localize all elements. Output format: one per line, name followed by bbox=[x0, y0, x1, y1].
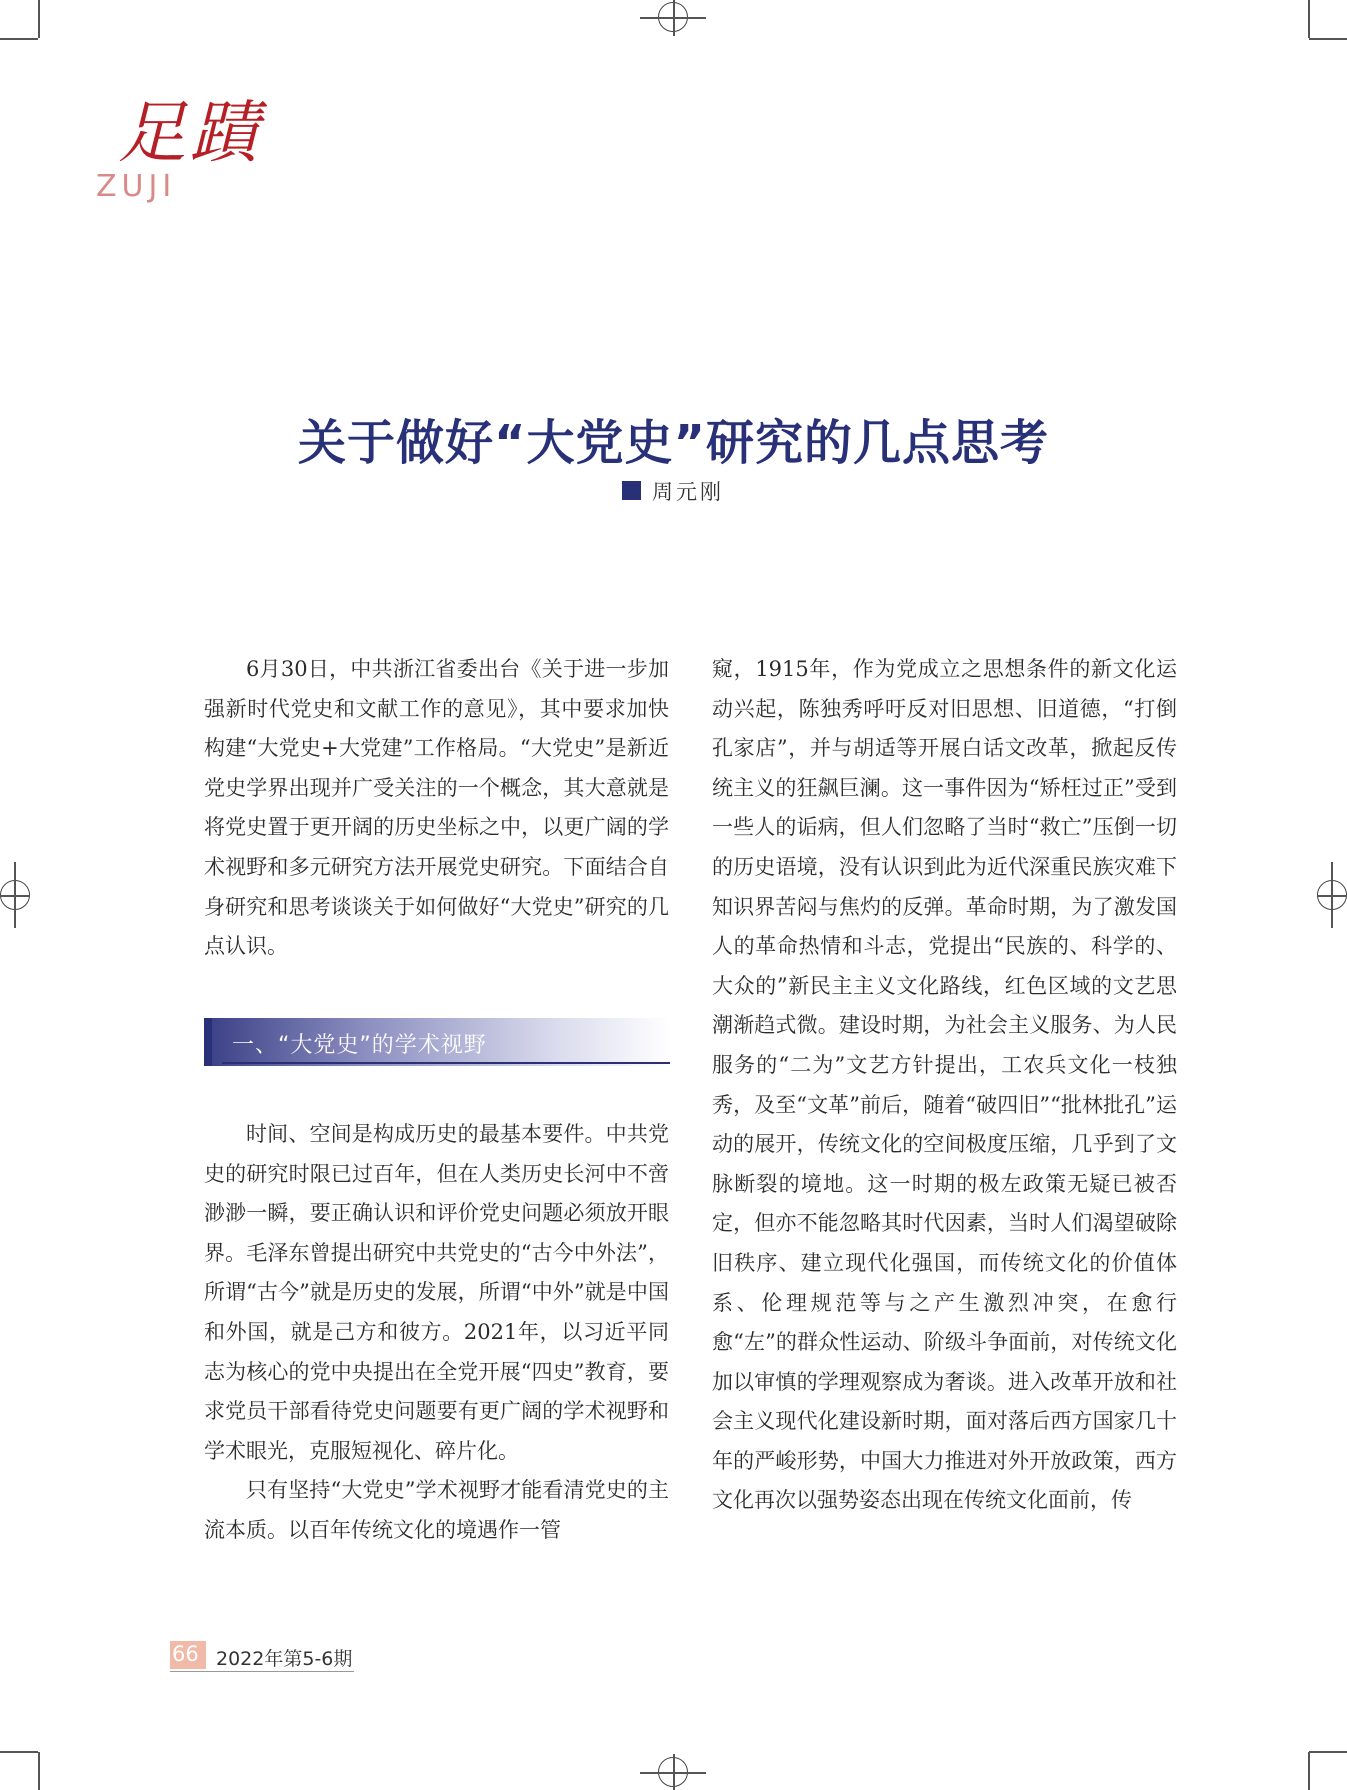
registration-line bbox=[673, 0, 675, 36]
section-heading-accent bbox=[204, 1018, 212, 1066]
registration-line bbox=[673, 1754, 675, 1790]
crop-mark bbox=[0, 1751, 38, 1753]
crop-mark bbox=[1308, 1752, 1310, 1790]
intro-paragraph: 6月30日，中共浙江省委出台《关于进一步加强新时代党史和文献工作的意见》，其中要求加快构建“大党史+大党建”工作格局。“大党史”是新近党史学界出现并广受关注的一个概念，其大意就是将党史置于更开阔的历史坐标之中，以更广阔的学术视野和多元研究方法开展党史研究。下面结合自身研究和思考谈谈关于如何做好“大党史”研究的几点认识。 bbox=[204, 657, 669, 959]
body-paragraph: 窥，1915年，作为党成立之思想条件的新文化运动兴起，陈独秀呼吁反对旧思想、旧道德，“打倒孔家店”，并与胡适等开展白话文改革，掀起反传统主义的狂飙巨澜。这一事件因为“矫枉过正”受到一些人的诟病，但人们忽略了当时“救亡”压倒一切的历史语境，没有认识到此为近代深重民族灾难下知识界苦闷与焦灼的反弹。革命时期，为了激发国人的革命热情和斗志，党提出“民族的、科学的、大众的”新民主主义文化路线，红色区域的文艺思潮渐趋式微。建设时期，为社会主义服务、为人民服务的“二为”文艺方针提出，工农兵文化一枝独秀，及至“文革”前后，随着“破四旧”“批林批孔”运动的展开，传统文化的空间极度压缩，几乎到了文脉断裂的境地。这一时期的极左政策无疑已被否定，但亦不能忽略其时代因素，当时人们渴望破除旧秩序、建立现代化强国，而传统文化的价值体系、伦理规范等与之产生激烈冲突，在愈行愈“左”的群众性运动、阶级斗争面前，对传统文化加以审慎的学理观察成为奢谈。进入改革开放和社会主义现代化建设新时期，面对落后西方国家几十年的严峻形势，中国大力推进对外开放政策，西方文化再次以强势姿态出现在传统文化面前，传 bbox=[712, 657, 1177, 1513]
author-square-icon bbox=[622, 481, 641, 500]
registration-line bbox=[1331, 862, 1333, 928]
article-author: 周元刚 bbox=[652, 480, 724, 504]
article-title: 关于做好“大党史”研究的几点思考 bbox=[297, 415, 1050, 471]
crop-mark bbox=[1309, 38, 1347, 40]
registration-line bbox=[14, 862, 16, 928]
section-heading-underline bbox=[222, 1062, 670, 1064]
page-number: 66 bbox=[172, 1642, 199, 1666]
body-paragraph: 只有坚持“大党史”学术视野才能看清党史的主流本质。以百年传统文化的境遇作一管 bbox=[204, 1478, 669, 1542]
section-logo-chinese: 足蹟 bbox=[118, 94, 263, 173]
section-logo-english: ZUJI bbox=[96, 169, 177, 204]
body-paragraph: 时间、空间是构成历史的最基本要件。中共党史的研究时限已过百年，但在人类历史长河中不啻渺渺一瞬，要正确认识和评价党史问题必须放开眼界。毛泽东曾提出研究中共党史的“古今中外法”，所谓“古今”就是历史的发展，所谓“中外”就是中国和外国，就是己方和彼方。2021年，以习近平同志为核心的党中央提出在全党开展“四史”教育，要求党员干部看待党史问题要有更广阔的学术视野和学术眼光，克服短视化、碎片化。 bbox=[204, 1122, 669, 1463]
left-column-intro bbox=[204, 650, 669, 967]
section-heading: 一、“大党史”的学术视野 bbox=[232, 1033, 487, 1058]
crop-mark bbox=[0, 38, 38, 40]
left-column-body bbox=[204, 1115, 669, 1551]
right-column-body bbox=[712, 650, 1177, 1521]
issue-label: 2022年第5-6期 bbox=[216, 1648, 353, 1670]
crop-mark bbox=[1309, 1751, 1347, 1753]
footer-rule bbox=[170, 1671, 354, 1672]
crop-mark bbox=[38, 0, 40, 38]
crop-mark bbox=[1308, 0, 1310, 38]
crop-mark bbox=[38, 1752, 40, 1790]
